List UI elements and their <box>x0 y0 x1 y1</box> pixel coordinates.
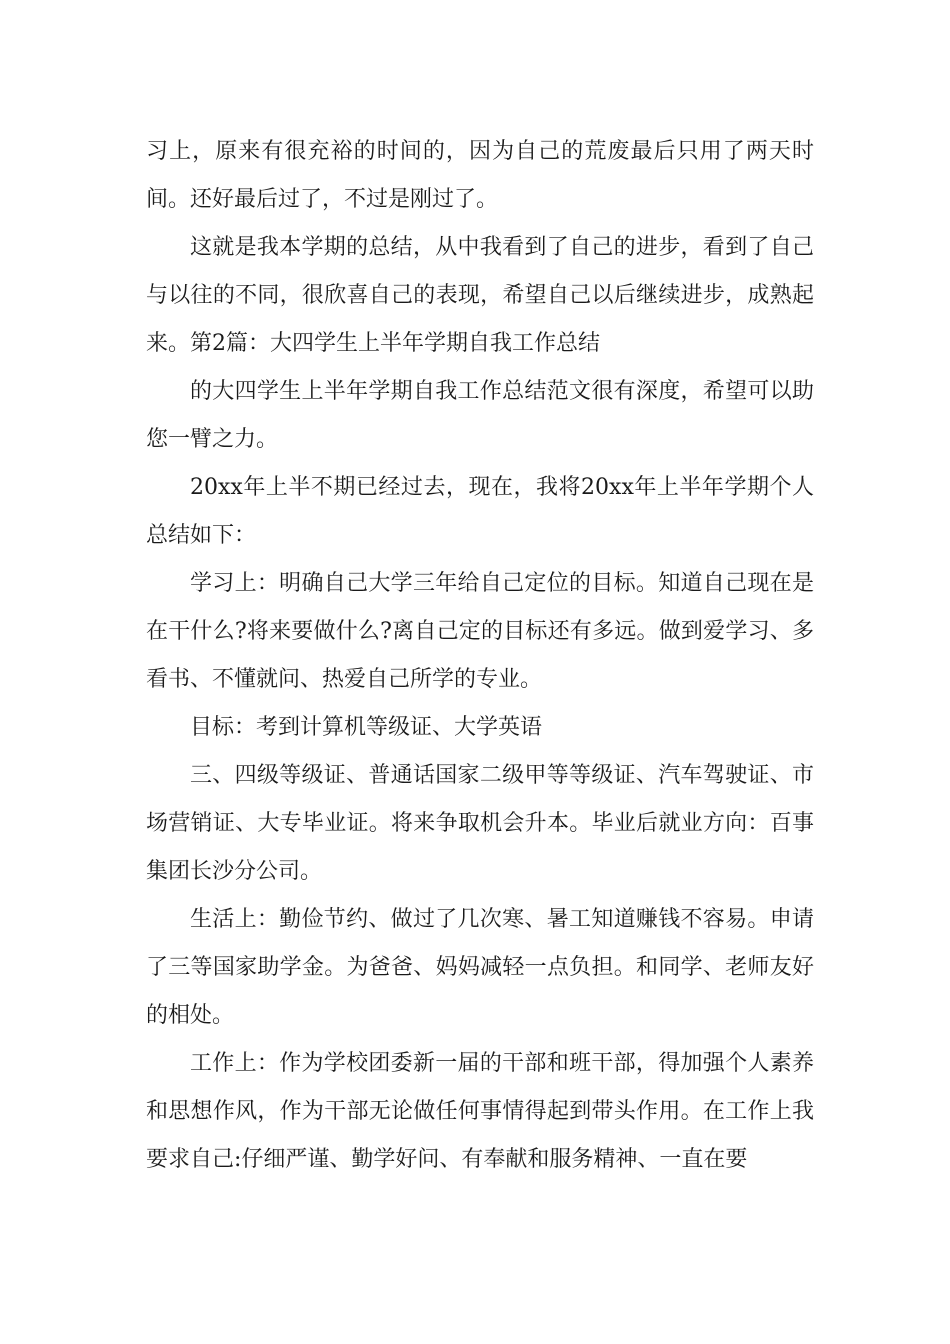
paragraph-goals: 目标：考到计算机等级证、大学英语 <box>190 715 543 740</box>
paragraph-work: 工作上：作为学校团委新一届的干部和班干部，得加强个人素养和思想作风，作为干部无论做任何事情得起到带头作用。在工作上我要求自己:仔细严谨、勤学好问、有奉献和服务精神、一直在要 <box>146 1051 814 1172</box>
paragraph-study: 学习上：明确自己大学三年给自己定位的目标。知道自己现在是在干什么?将来要做什么?离自己定的目标还有多远。做到爱学习、多看书、不懂就问、热爱自己所学的专业。 <box>146 571 814 692</box>
paragraph-summary-lead: 20xx年上半不期已经过去，现在，我将20xx年上半年学期个人总结如下： <box>146 475 814 548</box>
paragraph-semester-summary: 这就是我本学期的总结，从中我看到了自己的进步，看到了自己与以往的不同，很欣喜自己的表现，希望自己以后继续进步，成熟起来。第2篇：大四学生上半年学期自我工作总结 <box>146 235 814 356</box>
paragraph-life: 生活上：勤俭节约、做过了几次寒、暑工知道赚钱不容易。申请了三等国家助学金。为爸爸、妈妈减轻一点负担。和同学、老师友好的相处。 <box>146 907 814 1028</box>
paragraph-continuation: 习上，原来有很充裕的时间的，因为自己的荒废最后只用了两天时间。还好最后过了，不过是刚过了。 <box>146 139 814 212</box>
document-body <box>146 128 814 1184</box>
paragraph-intro: 的大四学生上半年学期自我工作总结范文很有深度，希望可以助您一臂之力。 <box>146 379 814 452</box>
paragraph-certificates: 三、四级等级证、普通话国家二级甲等等级证、汽车驾驶证、市场营销证、大专毕业证。将来争取机会升本。毕业后就业方向：百事集团长沙分公司。 <box>146 763 814 884</box>
